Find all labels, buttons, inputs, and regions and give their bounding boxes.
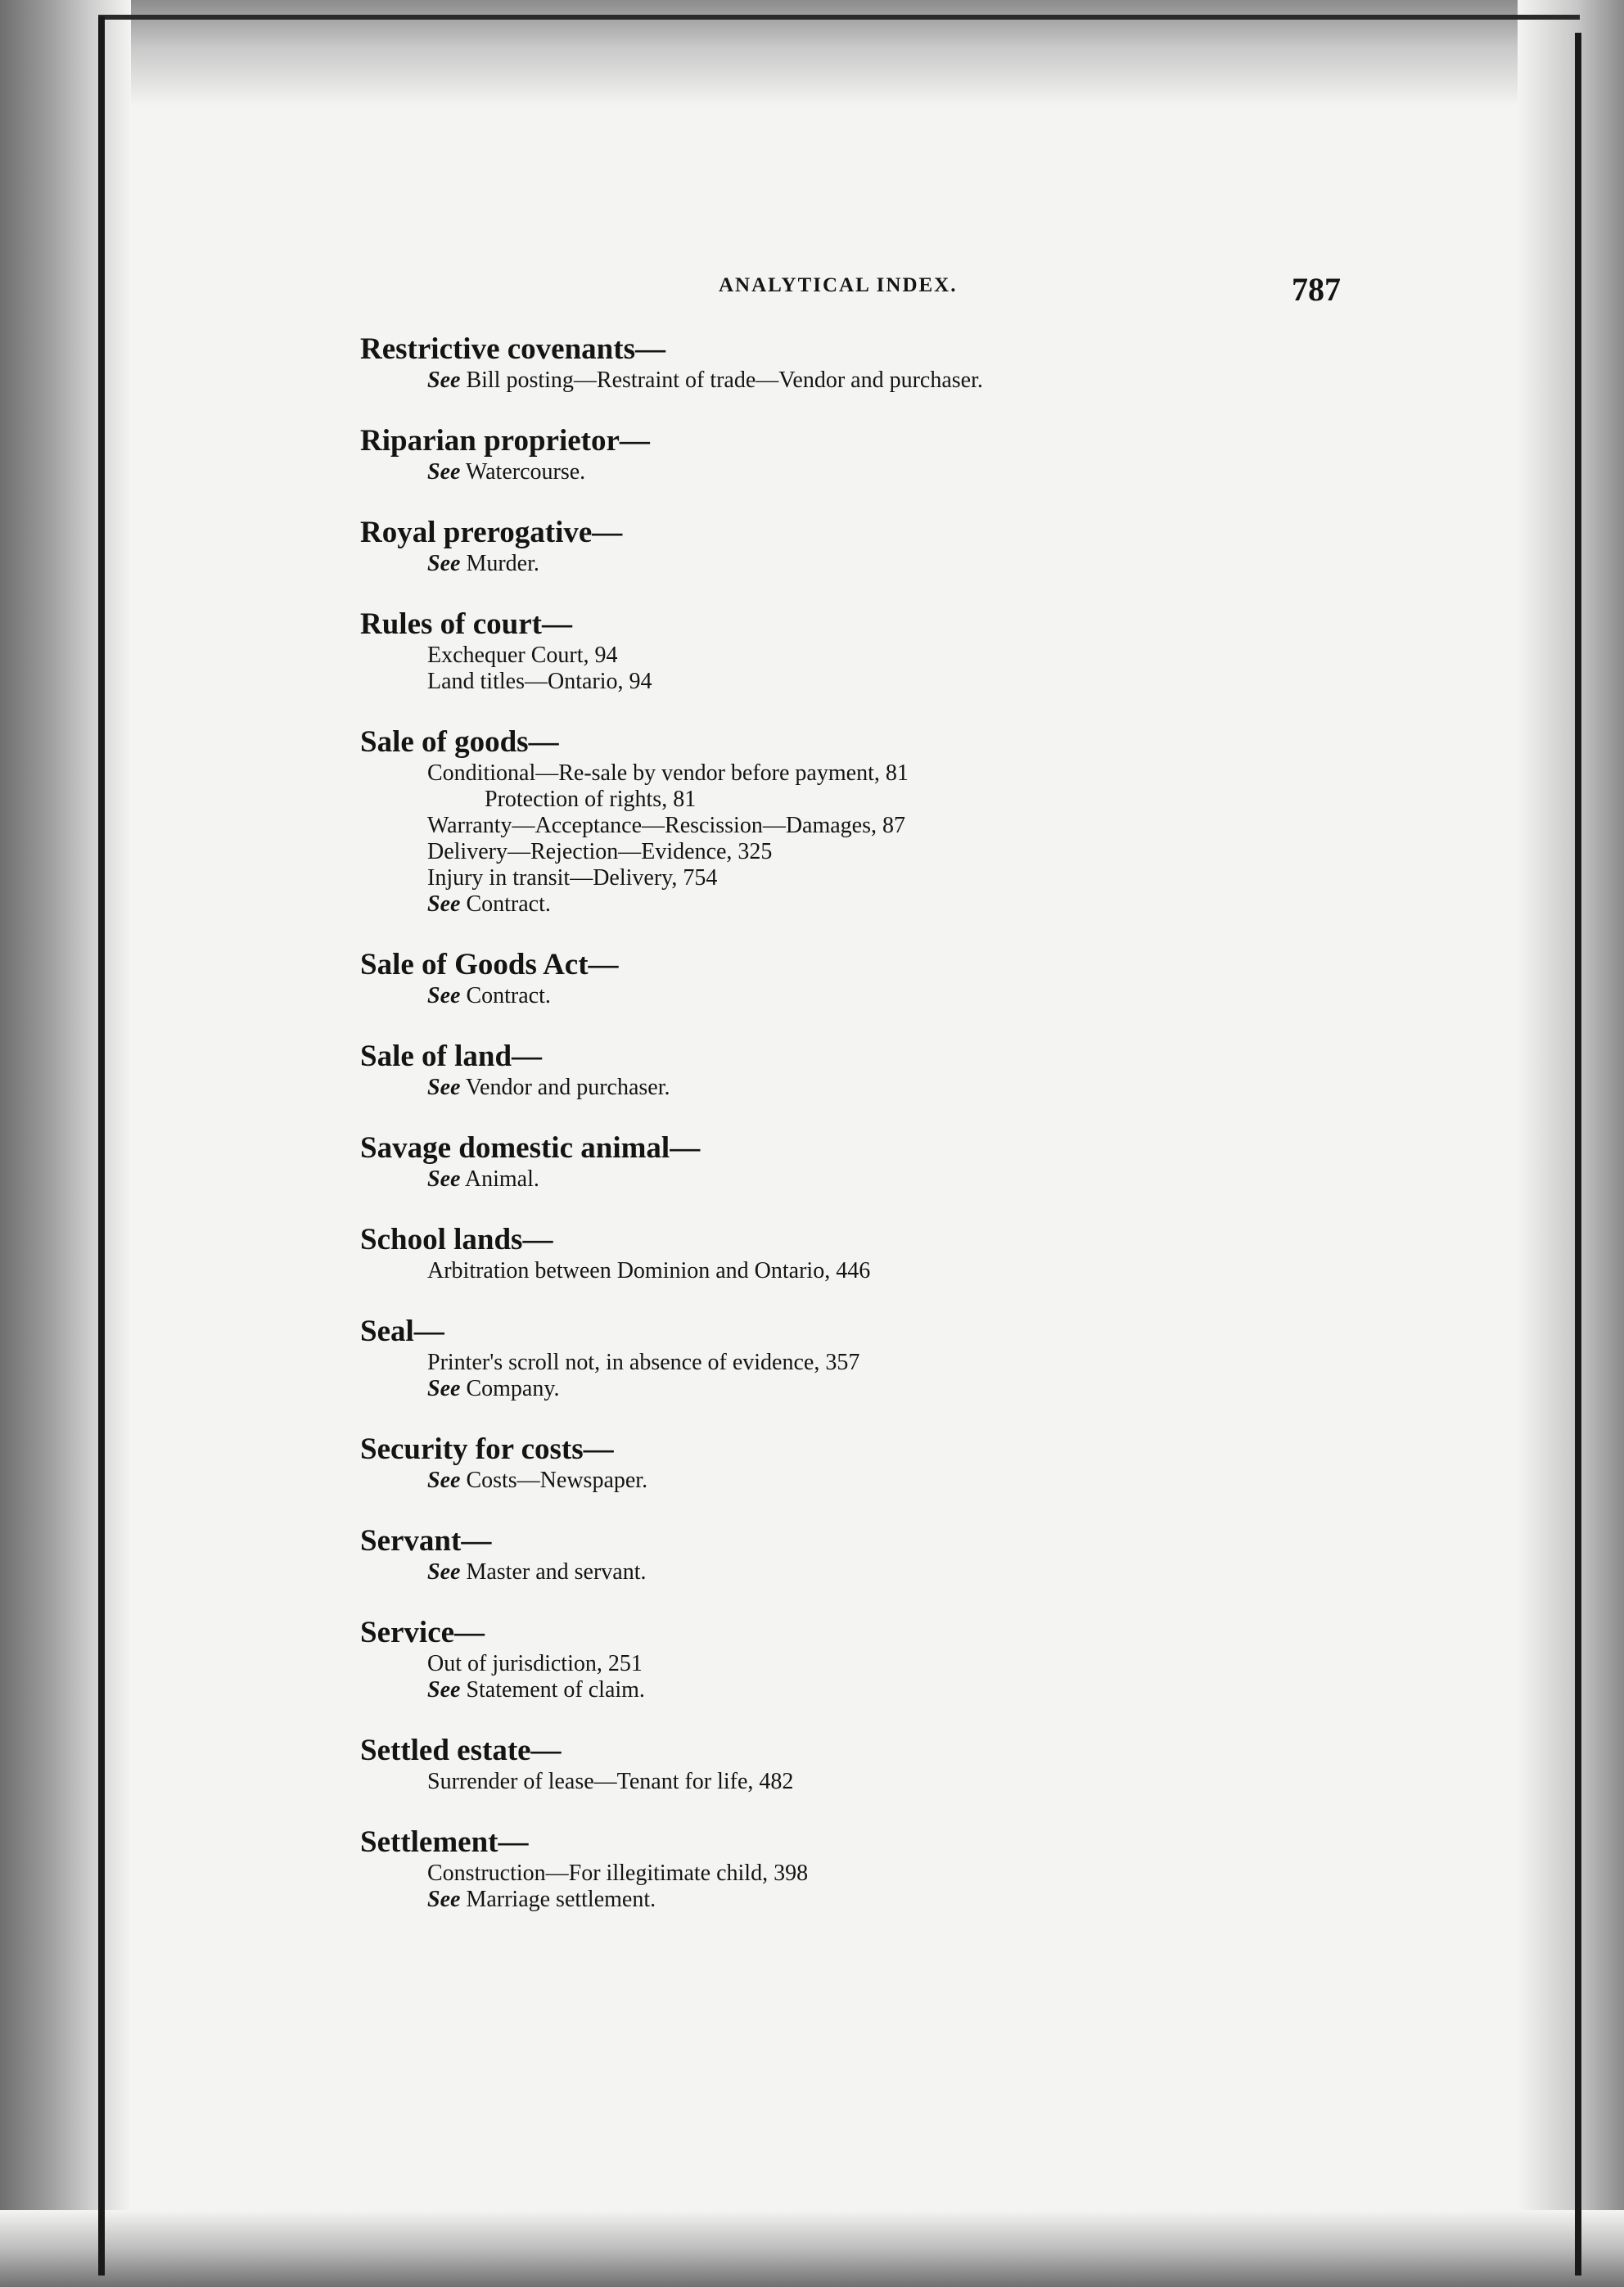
index-entry [360, 1432, 1342, 1494]
subentry-text: Statement of claim. [460, 1677, 645, 1703]
subentry-text: Contract. [460, 891, 551, 917]
see-reference [427, 1468, 1342, 1494]
subentry-text: Watercourse. [460, 459, 586, 485]
entry-heading: Restrictive covenants— [360, 332, 665, 366]
see-reference [427, 1166, 1342, 1193]
subentry-line [427, 643, 1342, 669]
index-entry [360, 607, 1342, 695]
subentry-text: Printer's scroll not, in absence of evidence, 357 [427, 1350, 860, 1375]
entry-heading: Sale of Goods Act— [360, 948, 619, 981]
subentry-line [427, 1350, 1342, 1376]
subentry-line [427, 669, 1342, 695]
index-entry [360, 1222, 1342, 1284]
index-entry [360, 1825, 1342, 1913]
see-reference [427, 1075, 1342, 1101]
see-label: See [427, 983, 461, 1008]
index-entry [360, 1314, 1342, 1402]
subentry-line [427, 813, 1342, 839]
subentry-text: Costs—Newspaper. [460, 1468, 648, 1493]
scan-shadow-right [1518, 0, 1624, 2287]
subentry-line [427, 1861, 1342, 1887]
entry-heading: Servant— [360, 1524, 492, 1558]
subentry-text: Warranty—Acceptance—Rescission—Damages, 87 [427, 813, 905, 838]
subentry-text: Surrender of lease—Tenant for life, 482 [427, 1769, 794, 1794]
entry-heading: Service— [360, 1616, 485, 1649]
index-entry [360, 1615, 1342, 1703]
see-reference [427, 1376, 1342, 1402]
entry-heading: Settlement— [360, 1825, 529, 1859]
see-reference [427, 368, 1342, 394]
subentry-text: Contract. [460, 983, 551, 1008]
see-label: See [427, 1075, 461, 1100]
index-entry [360, 332, 1342, 394]
entry-heading: Sale of goods— [360, 725, 559, 759]
subentry-line [485, 787, 1342, 813]
subentry-text: Animal. [460, 1166, 539, 1192]
subentry-line [427, 1258, 1342, 1284]
subentry-text: Injury in transit—Delivery, 754 [427, 865, 718, 891]
subentry-line [427, 839, 1342, 865]
index-entry [360, 423, 1342, 485]
page-border-right [1575, 33, 1581, 2276]
subentry-text: Construction—For illegitimate child, 398 [427, 1861, 809, 1886]
index-entry [360, 724, 1342, 918]
subentry-line [427, 1651, 1342, 1677]
subentry-text: Exchequer Court, 94 [427, 643, 618, 668]
page-border-left [98, 16, 105, 2276]
see-reference [427, 1677, 1342, 1703]
entry-heading: Sale of land— [360, 1040, 543, 1073]
see-label: See [427, 1166, 461, 1192]
see-reference [427, 551, 1342, 577]
entry-heading: Rules of court— [360, 607, 572, 641]
subentry-text: Land titles—Ontario, 94 [427, 669, 652, 694]
page-number: 787 [1292, 271, 1341, 308]
see-reference [427, 983, 1342, 1009]
scan-shadow-left [0, 0, 131, 2287]
see-label: See [427, 459, 461, 485]
running-head: ANALYTICAL INDEX. [719, 274, 958, 296]
subentry-text: Protection of rights, 81 [485, 787, 697, 812]
entry-heading: Riparian proprietor— [360, 424, 650, 458]
subentry-text: Murder. [460, 551, 539, 576]
index-entry [360, 1130, 1342, 1193]
subentry-text: Delivery—Rejection—Evidence, 325 [427, 839, 773, 864]
see-reference [427, 1559, 1342, 1586]
subentry-text: Conditional—Re-sale by vendor before payment, 81 [427, 760, 909, 786]
entry-heading: Security for costs— [360, 1432, 614, 1466]
see-label: See [427, 1887, 461, 1912]
entry-heading: Settled estate— [360, 1734, 562, 1767]
subentry-line [427, 760, 1342, 787]
index-entry [360, 1523, 1342, 1586]
subentry-text: Out of jurisdiction, 251 [427, 1651, 643, 1676]
see-reference [427, 1887, 1342, 1913]
see-label: See [427, 551, 461, 576]
see-label: See [427, 1677, 461, 1703]
index-entry [360, 515, 1342, 577]
page-border-top [98, 15, 1580, 20]
subentry-text: Company. [460, 1376, 560, 1401]
subentry-text: Marriage settlement. [460, 1887, 656, 1912]
see-reference [427, 459, 1342, 485]
see-label: See [427, 1468, 461, 1493]
subentry-line [427, 865, 1342, 891]
subentry-text: Bill posting—Restraint of trade—Vendor and purchaser. [460, 368, 983, 393]
entry-heading: Royal prerogative— [360, 516, 623, 549]
see-label: See [427, 891, 461, 917]
index-entry [360, 1039, 1342, 1101]
subentry-text: Vendor and purchaser. [460, 1075, 670, 1100]
entry-heading: Savage domestic animal— [360, 1131, 701, 1165]
index-entry [360, 1733, 1342, 1795]
see-label: See [427, 368, 461, 393]
subentry-text: Master and servant. [460, 1559, 647, 1585]
index-entry [360, 947, 1342, 1009]
entry-heading: Seal— [360, 1315, 444, 1348]
analytical-index [360, 332, 1342, 1942]
see-label: See [427, 1559, 461, 1585]
see-label: See [427, 1376, 461, 1401]
scan-shadow-bottom [0, 2210, 1624, 2287]
entry-heading: School lands— [360, 1223, 553, 1256]
subentry-text: Arbitration between Dominion and Ontario, 446 [427, 1258, 871, 1283]
see-reference [427, 891, 1342, 918]
subentry-line [427, 1769, 1342, 1795]
